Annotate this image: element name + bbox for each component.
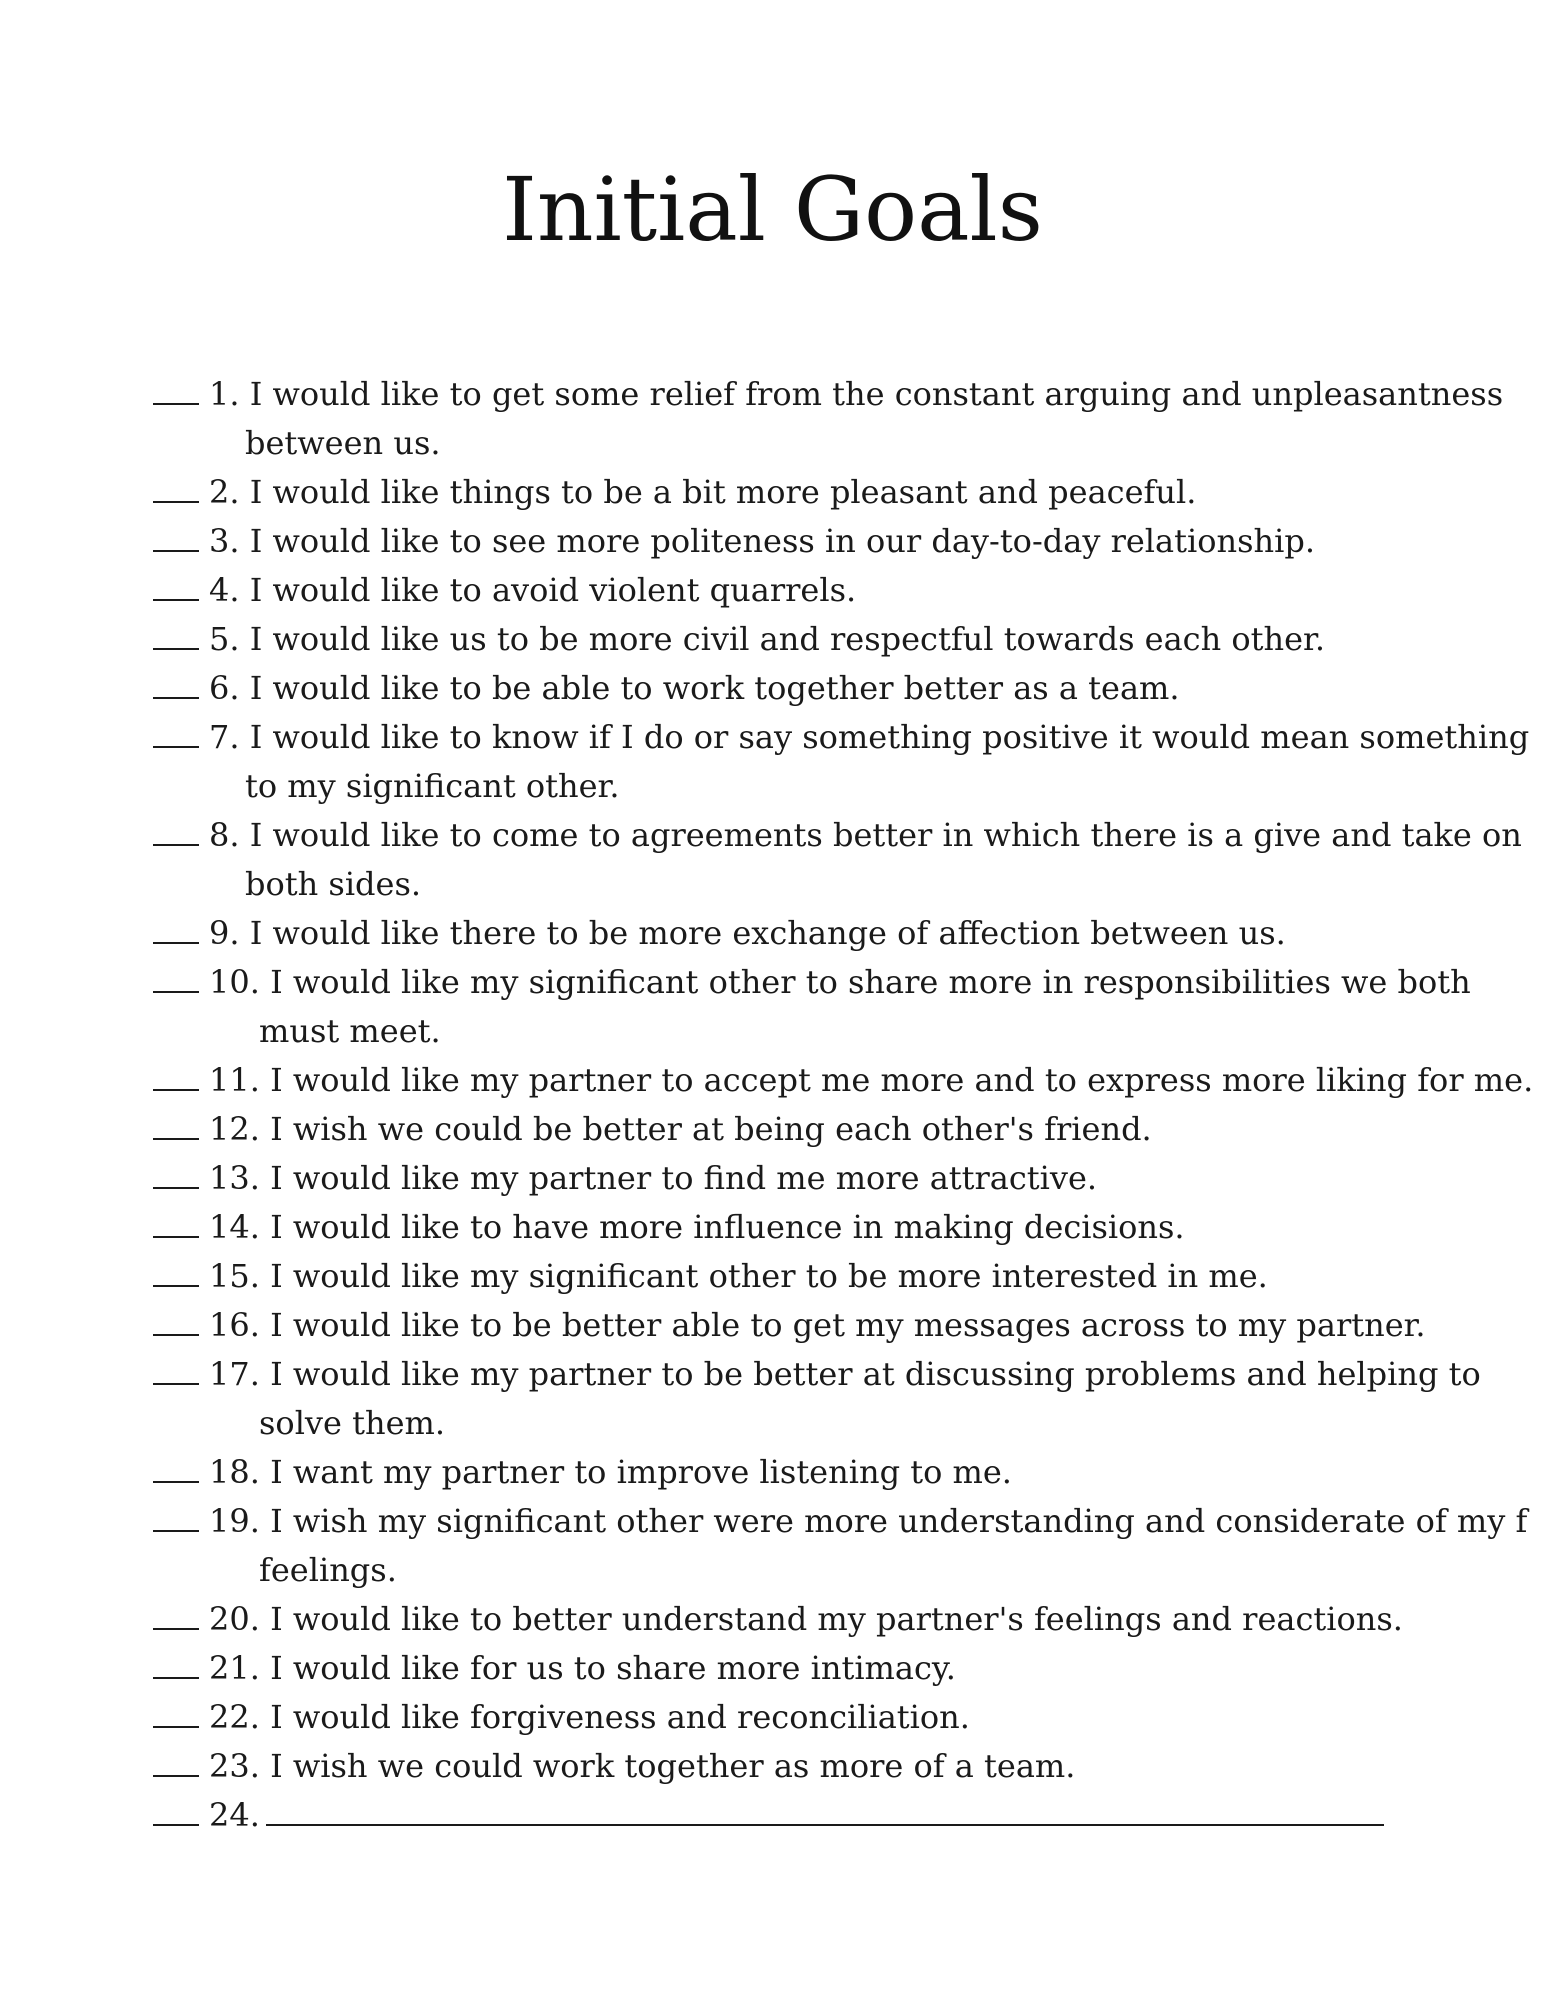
goal-text: I would like to see more politeness in our day-to-day relationship. <box>249 522 1315 560</box>
goal-text: I wish my significant other were more understanding and considerate of my f <box>270 1502 1528 1540</box>
goal-text-continued: to my significant other. <box>245 767 620 805</box>
goal-text: I would like to better understand my partner's feelings and reactions. <box>270 1600 1403 1638</box>
goal-number: 11. <box>209 1061 260 1099</box>
goal-text: I would like my partner to be better at discussing problems and helping to <box>270 1355 1481 1393</box>
goal-item <box>153 909 1393 958</box>
goal-number: 3. <box>209 522 240 560</box>
goal-item <box>153 1301 1426 1350</box>
checkbox-blank[interactable] <box>153 814 199 846</box>
goal-number: 14. <box>209 1208 260 1246</box>
page-title: Initial Goals <box>502 158 1043 261</box>
checkbox-blank[interactable] <box>153 1598 199 1630</box>
goal-text: I would like my significant other to be more interested in me. <box>270 1257 1268 1295</box>
checkbox-blank[interactable] <box>153 1500 199 1532</box>
goal-number: 19. <box>209 1502 260 1540</box>
goal-text: I would like forgiveness and reconciliation. <box>270 1698 970 1736</box>
goal-number: 22. <box>209 1698 260 1736</box>
checkbox-blank[interactable] <box>153 1206 199 1238</box>
goal-text: I would like to have more influence in making decisions. <box>270 1208 1185 1246</box>
goal-item <box>153 958 1471 1056</box>
goal-number: 2. <box>209 473 240 511</box>
checkbox-blank[interactable] <box>153 1451 199 1483</box>
goal-number: 21. <box>209 1649 260 1687</box>
goal-item <box>153 468 1393 517</box>
goal-number: 8. <box>209 816 240 854</box>
goal-number: 10. <box>209 963 260 1001</box>
goal-number: 23. <box>209 1747 260 1785</box>
goal-item <box>153 1252 1393 1301</box>
goal-item <box>153 1350 1481 1448</box>
goal-text-continued: between us. <box>245 424 441 462</box>
goal-item <box>153 1693 1393 1742</box>
goal-text: I would like for us to share more intimacy. <box>270 1649 956 1687</box>
goal-item-custom <box>153 1791 1393 1840</box>
checkbox-blank[interactable] <box>153 1696 199 1728</box>
goal-item <box>153 1105 1393 1154</box>
checkbox-blank[interactable] <box>153 373 199 405</box>
goal-number: 4. <box>209 571 240 609</box>
goal-item <box>153 1448 1393 1497</box>
goal-text: I wish we could be better at being each other's friend. <box>270 1110 1152 1148</box>
goal-number: 7. <box>209 718 240 756</box>
goal-text: I want my partner to improve listening to me. <box>270 1453 1012 1491</box>
goal-number: 1. <box>209 375 240 413</box>
goal-text-continued: feelings. <box>259 1551 397 1589</box>
goal-item <box>153 664 1393 713</box>
checkbox-blank[interactable] <box>153 912 199 944</box>
goal-item <box>153 517 1393 566</box>
checkbox-blank[interactable] <box>153 569 199 601</box>
goal-text: I would like to avoid violent quarrels. <box>249 571 857 609</box>
goal-number: 17. <box>209 1355 260 1393</box>
goal-text: I would like to know if I do or say something positive it would mean something <box>249 718 1530 756</box>
checkbox-blank[interactable] <box>153 1157 199 1189</box>
checkbox-blank[interactable] <box>153 667 199 699</box>
goal-item <box>153 1154 1393 1203</box>
goal-number: 18. <box>209 1453 260 1491</box>
checkbox-blank[interactable] <box>153 1304 199 1336</box>
goal-number: 9. <box>209 914 240 952</box>
checkbox-blank[interactable] <box>153 1353 199 1385</box>
checkbox-blank[interactable] <box>153 1108 199 1140</box>
goal-item <box>153 1056 1534 1105</box>
checkbox-blank[interactable] <box>153 1647 199 1679</box>
goal-text-continued: must meet. <box>259 1012 441 1050</box>
goal-text-continued: solve them. <box>259 1404 446 1442</box>
goal-number: 5. <box>209 620 240 658</box>
checkbox-blank[interactable] <box>153 1794 199 1826</box>
goal-text: I would like my significant other to share more in responsibilities we both <box>270 963 1471 1001</box>
goal-text: I wish we could work together as more of a team. <box>270 1747 1076 1785</box>
goal-item <box>153 566 1393 615</box>
goal-text: I would like to get some relief from the constant arguing and unpleasantness <box>249 375 1504 413</box>
goal-text-continued: both sides. <box>245 865 422 903</box>
goal-text: I would like to be able to work together better as a team. <box>249 669 1180 707</box>
checkbox-blank[interactable] <box>153 716 199 748</box>
checkbox-blank[interactable] <box>153 961 199 993</box>
goal-item <box>153 1644 1393 1693</box>
goal-item <box>153 370 1504 468</box>
checkbox-blank[interactable] <box>153 1059 199 1091</box>
goal-number: 24. <box>209 1796 260 1834</box>
goal-item <box>153 811 1522 909</box>
checkbox-blank[interactable] <box>153 471 199 503</box>
goal-text: I would like there to be more exchange of affection between us. <box>249 914 1286 952</box>
goal-number: 15. <box>209 1257 260 1295</box>
goal-item <box>153 615 1393 664</box>
goal-number: 20. <box>209 1600 260 1638</box>
goal-text: I would like to come to agreements better in which there is a give and take on <box>249 816 1522 854</box>
goal-number: 6. <box>209 669 240 707</box>
goals-list <box>153 370 1534 1840</box>
goal-item <box>153 1203 1393 1252</box>
goal-text: I would like my partner to accept me more and to express more liking for me. <box>270 1061 1534 1099</box>
goal-item <box>153 1742 1393 1791</box>
goal-text: I would like my partner to find me more attractive. <box>270 1159 1098 1197</box>
checkbox-blank[interactable] <box>153 1255 199 1287</box>
goal-item <box>153 1497 1528 1595</box>
checkbox-blank[interactable] <box>153 520 199 552</box>
goal-number: 12. <box>209 1110 260 1148</box>
goal-text: I would like things to be a bit more pleasant and peaceful. <box>249 473 1197 511</box>
custom-goal-write-in-line[interactable] <box>266 1794 1384 1826</box>
goal-number: 13. <box>209 1159 260 1197</box>
goal-item <box>153 1595 1403 1644</box>
goal-item <box>153 713 1530 811</box>
checkbox-blank[interactable] <box>153 1745 199 1777</box>
goal-text: I would like to be better able to get my messages across to my partner. <box>270 1306 1426 1344</box>
goal-text: I would like us to be more civil and respectful towards each other. <box>249 620 1325 658</box>
goal-number: 16. <box>209 1306 260 1344</box>
checkbox-blank[interactable] <box>153 618 199 650</box>
